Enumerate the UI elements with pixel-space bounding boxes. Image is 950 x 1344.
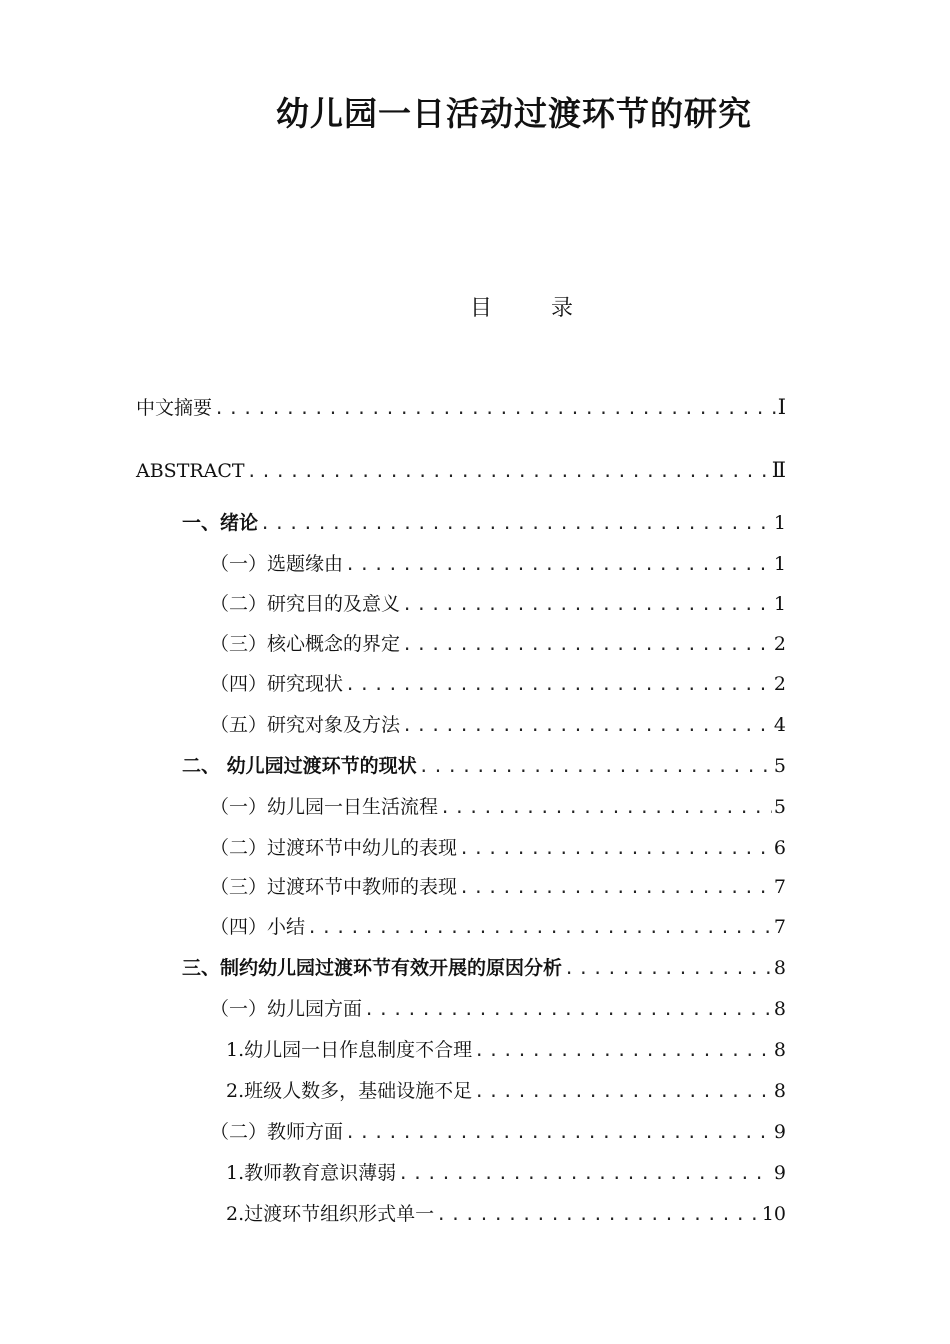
toc-dot-leader (345, 550, 772, 580)
toc-entry-label: （二）教师方面 (210, 1121, 344, 1143)
toc-dot-leader (419, 752, 772, 782)
toc-dot-leader (307, 913, 772, 943)
toc-page-number: 2 (773, 633, 786, 655)
toc-entry-section-2-1[interactable] (210, 792, 786, 822)
toc-page-number: 5 (773, 755, 786, 777)
toc-entry-chinese-abstract[interactable] (136, 392, 786, 422)
toc-entry-section-1-2[interactable] (210, 589, 786, 619)
toc-page-number: 6 (773, 837, 786, 859)
toc-entry-section-2-3[interactable] (210, 872, 786, 902)
toc-page-number: 7 (773, 916, 786, 938)
toc-entry-label: 中文摘要 (136, 397, 213, 419)
toc-entry-abstract[interactable] (136, 455, 786, 485)
toc-dot-leader (564, 954, 772, 984)
toc-entry-label: ABSTRACT (136, 460, 245, 482)
toc-dot-leader (440, 793, 772, 823)
toc-page-number: 8 (773, 1080, 786, 1102)
toc-page-number: 10 (761, 1203, 786, 1225)
toc-page-number: 9 (773, 1162, 786, 1184)
toc-dot-leader (214, 394, 776, 424)
toc-page-number: 9 (773, 1121, 786, 1143)
toc-entry-section-1-5[interactable] (210, 710, 786, 740)
toc-dot-leader (398, 1159, 772, 1189)
toc-entry-subsection-3-2-2[interactable] (226, 1199, 786, 1229)
toc-entry-section-2-2[interactable] (210, 833, 786, 863)
toc-entry-label: （二）过渡环节中幼儿的表现 (210, 837, 458, 859)
toc-entry-label: （一）幼儿园方面 (210, 998, 363, 1020)
toc-page-number: 1 (773, 512, 786, 534)
toc-dot-leader (459, 873, 772, 903)
toc-dot-leader (402, 630, 772, 660)
toc-entry-subsection-3-2-1[interactable] (226, 1158, 786, 1188)
toc-dot-leader (402, 711, 772, 741)
toc-entry-label: 一、绪论 (182, 512, 259, 534)
toc-entry-label: （一）选题缘由 (210, 553, 344, 575)
toc-entry-section-1-3[interactable] (210, 629, 786, 659)
toc-entry-label: （三）核心概念的界定 (210, 633, 401, 655)
toc-entry-section-1-4[interactable] (210, 669, 786, 699)
toc-entry-section-2-4[interactable] (210, 912, 786, 942)
toc-dot-leader (345, 1118, 772, 1148)
toc-entry-label: 1.教师教育意识薄弱 (226, 1162, 397, 1184)
toc-entry-label: （五）研究对象及方法 (210, 714, 401, 736)
toc-entry-label: 三、制约幼儿园过渡环节有效开展的原因分析 (182, 957, 563, 979)
toc-dot-leader (474, 1036, 772, 1066)
toc-entry-section-1-1[interactable] (210, 549, 786, 579)
toc-page-number: 5 (773, 796, 786, 818)
toc-dot-leader (436, 1200, 760, 1230)
toc-entry-chapter-3[interactable] (182, 953, 786, 983)
toc-entry-section-3-2[interactable] (210, 1117, 786, 1147)
toc-entry-label: 二、 幼儿园过渡环节的现状 (182, 755, 417, 777)
toc-entry-subsection-3-1-1[interactable] (226, 1035, 786, 1065)
toc-page-number: 8 (773, 957, 786, 979)
toc-dot-leader (364, 995, 772, 1025)
toc-page-number: 1 (773, 593, 786, 615)
toc-dot-leader (247, 457, 770, 487)
toc-dot-leader (260, 509, 772, 539)
toc-entry-label: 1.幼儿园一日作息制度不合理 (226, 1039, 473, 1061)
toc-page-number: 8 (773, 998, 786, 1020)
toc-page-number: 7 (773, 876, 786, 898)
toc-entry-label: （一）幼儿园一日生活流程 (210, 796, 439, 818)
toc-entry-subsection-3-1-2[interactable] (226, 1076, 786, 1106)
toc-entry-label: （二）研究目的及意义 (210, 593, 401, 615)
toc-dot-leader (459, 834, 772, 864)
toc-entry-chapter-2[interactable] (182, 751, 786, 781)
toc-entry-label: （四）小结 (210, 916, 306, 938)
toc-entry-label: （四）研究现状 (210, 673, 344, 695)
toc-page-number: 8 (773, 1039, 786, 1061)
toc-entry-label: 2.班级人数多，基础设施不足 (226, 1080, 473, 1102)
toc-page-number: Ⅰ (777, 395, 786, 419)
toc-page-number: 1 (773, 553, 786, 575)
toc-dot-leader (345, 670, 772, 700)
toc-dot-leader (474, 1077, 772, 1107)
toc-entry-chapter-1[interactable] (182, 508, 786, 538)
document-title: 幼儿园一日活动过渡环节的研究 (276, 94, 752, 133)
toc-entry-label: （三）过渡环节中教师的表现 (210, 876, 458, 898)
toc-entry-label: 2.过渡环节组织形式单一 (226, 1203, 435, 1225)
toc-entry-section-3-1[interactable] (210, 994, 786, 1024)
toc-dot-leader (402, 590, 772, 620)
toc-page-number: 4 (773, 714, 786, 736)
toc-page-number: 2 (773, 673, 786, 695)
toc-page-number: Ⅱ (771, 458, 786, 482)
toc-heading: 目 录 (470, 296, 599, 321)
